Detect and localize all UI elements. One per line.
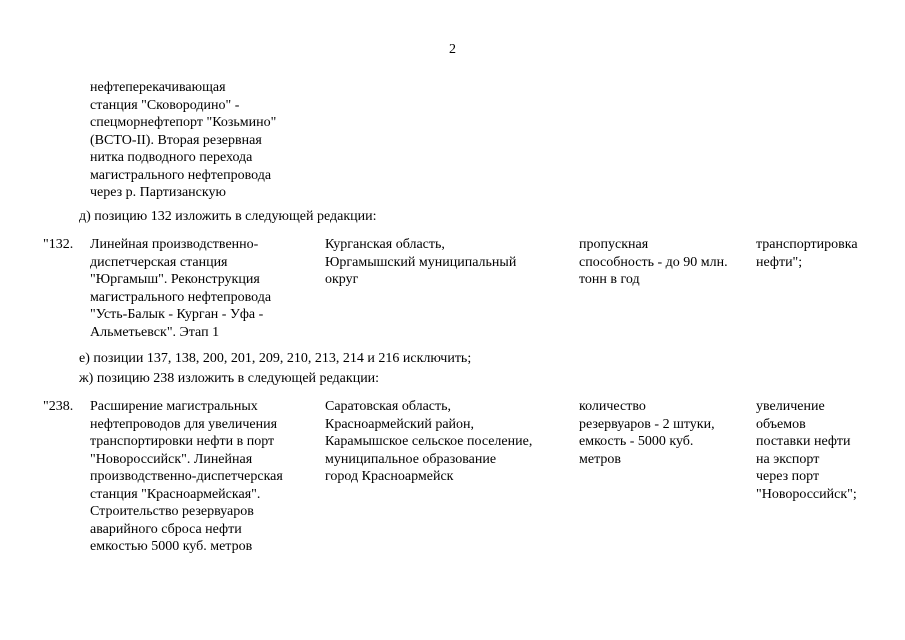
object-parameters: количество резервуаров - 2 штуки, емкость - 5000 куб. метров [579,399,715,467]
row-number: "238. [43,399,74,414]
object-parameters: пропускная способность - до 90 млн. тонн в год [579,237,728,287]
object-location: Саратовская область, Красноармейский район, Карамышское сельское поселение, муниципальное образование город Красноармейск [325,399,533,484]
object-purpose: увеличение объемов поставки нефти на экспорт через порт "Новороссийск"; [756,399,857,502]
instruction-e: е) позиции 137, 138, 200, 201, 209, 210, 213, 214 и 216 исключить; [79,351,472,366]
instruction-d: д) позицию 132 изложить в следующей редакции: [79,209,377,224]
page-number: 2 [449,42,456,57]
object-purpose: транспортировка нефти"; [756,237,858,270]
row-number: "132. [43,237,74,252]
object-location: Курганская область, Юргамышский муниципальный округ [325,237,517,287]
object-name: Линейная производственно- диспетчерская станция "Юргамыш". Реконструкция магистрального нефтепровода "Усть-Балык - Курган - Уфа - Альметьевск". Этап 1 [90,237,272,340]
continued-object-description: нефтеперекачивающая станция "Сковородино" - спецморнефтепорт "Козьмино" (ВСТО-II). Вторая резервная нитка подводного перехода магистрального нефтепровода через р. Партизанскую [90,80,277,200]
instruction-zh: ж) позицию 238 изложить в следующей редакции: [79,371,380,386]
object-name: Расширение магистральных нефтепроводов для увеличения транспортировки нефти в порт "Новороссийск". Линейная производственно-диспетчерская станция "Красноармейская". Строительство резервуаров аварийного сброса нефти емкостью 5000 куб. метров [90,399,283,554]
